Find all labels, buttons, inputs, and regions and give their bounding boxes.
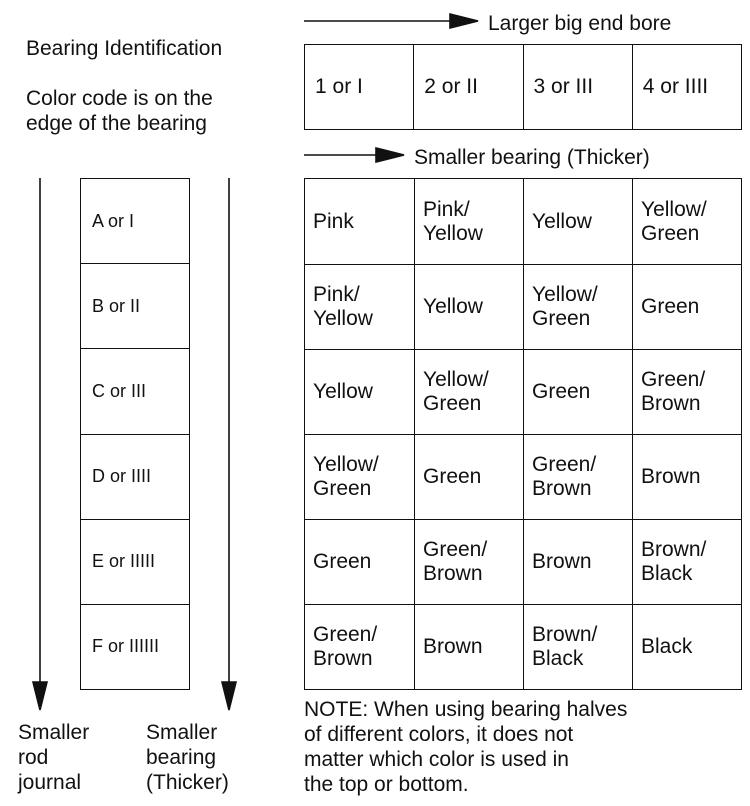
color-cell: Pink [313, 209, 354, 233]
color-code-note-line-2: edge of the bearing [26, 112, 207, 135]
color-cell: Pink/ Yellow [414, 179, 523, 264]
rod-journal-label-line-2: rod [18, 746, 49, 769]
color-cell: Green [523, 349, 632, 434]
color-cell: Black [632, 604, 741, 689]
rod-journal-table [80, 178, 190, 690]
bore-column-4: 4 or IIII [632, 45, 741, 129]
rod-journal-arrow-head [33, 682, 47, 710]
note-line-4: the top or bottom. [304, 773, 469, 796]
color-cell: Yellow [305, 349, 414, 434]
diagram-title: Bearing Identification [26, 37, 223, 60]
rod-row-6: F or IIIIII [81, 604, 189, 689]
note-line-1: NOTE: When using bearing halves [304, 698, 628, 721]
note-line-2: of different colors, it does not [304, 723, 574, 746]
color-cell: Brown/ Black [632, 519, 741, 604]
color-cell: Yellow/ Green [523, 264, 632, 349]
bore-column-1: 1 or I [315, 75, 363, 98]
color-cell: Yellow [523, 179, 632, 264]
rod-row-4: D or IIII [81, 434, 189, 519]
bearing-label-line-2: bearing [146, 746, 217, 769]
color-cell: Green/ Brown [414, 519, 523, 604]
bore-column-3: 3 or III [523, 45, 632, 129]
color-cell: Yellow/ Green [414, 349, 523, 434]
color-cell: Brown [632, 434, 741, 519]
bearing-label-line-1: Smaller [146, 721, 218, 744]
bearing-label-line-3: (Thicker) [146, 771, 229, 794]
color-cell: Green/ Brown [632, 349, 741, 434]
bore-arrow-label: Larger big end bore [488, 12, 672, 35]
color-cell: Brown/ Black [523, 604, 632, 689]
color-cell: Brown [523, 519, 632, 604]
color-cell: Brown [414, 604, 523, 689]
color-cell: Green [632, 264, 741, 349]
bearing-arrow-label: Smaller bearing (Thicker) [414, 146, 650, 169]
rod-journal-label-line-1: Smaller [18, 721, 90, 744]
bearing-arrow-head [376, 148, 404, 162]
color-code-note-line-1: Color code is on the [26, 87, 213, 110]
color-cell: Green [414, 434, 523, 519]
bore-size-table [304, 44, 742, 130]
rod-journal-label-line-3: journal [18, 771, 82, 794]
rod-row-1: A or I [92, 210, 135, 231]
rod-row-2: B or II [81, 263, 189, 348]
bore-column-2: 2 or II [413, 45, 522, 129]
color-cell: Yellow [414, 264, 523, 349]
rod-row-3: C or III [81, 348, 189, 433]
color-cell: Yellow/ Green [305, 434, 414, 519]
bore-arrow-head [450, 14, 478, 28]
color-cell: Green/ Brown [305, 604, 414, 689]
note-line-3: matter which color is used in [304, 748, 569, 771]
color-cell: Pink/ Yellow [305, 264, 414, 349]
bearing-thickness-arrow-head [222, 682, 236, 710]
bearing-color-grid [304, 178, 742, 690]
rod-row-5: E or IIIII [81, 519, 189, 604]
color-cell: Yellow/ Green [632, 179, 741, 264]
color-cell: Green [305, 519, 414, 604]
color-cell: Green/ Brown [523, 434, 632, 519]
